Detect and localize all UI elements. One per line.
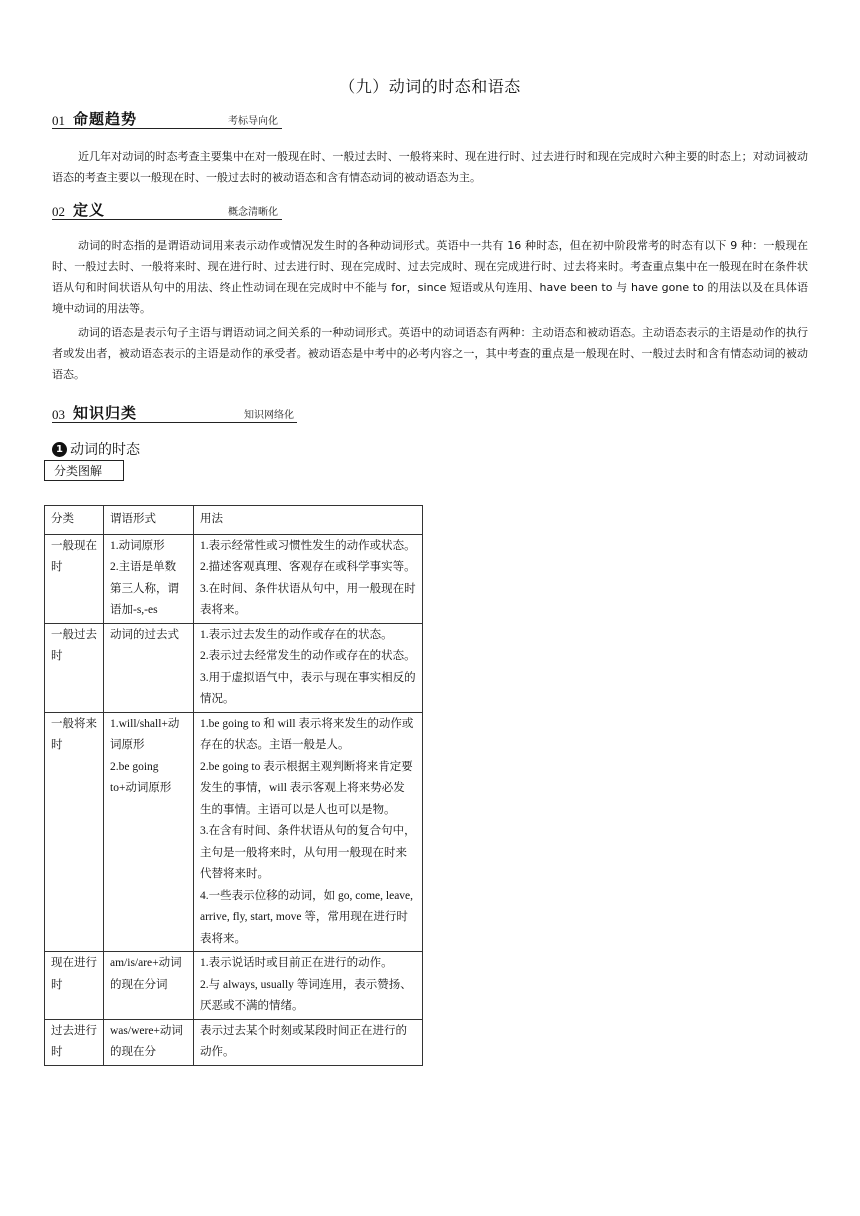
section-title: 命题趋势 — [73, 110, 138, 128]
usage-line: 表示过去某个时刻或某段时间正在进行的动作。 — [200, 1024, 407, 1058]
definition-paragraph-voice: 动词的语态是表示句子主语与谓语动词之间关系的一种动词形式。英语中的动词语态有两种：主动语态和被动语态。主动语态表示的主语是动作的执行者或发出者，被动语态表示的主语是动作的承受者。被动语态是中考中的必考内容之一，其中考查的重点是一般现在时、一般过去时和含有情态动词的被动语态。 — [52, 326, 808, 381]
section-number: 02 — [52, 204, 65, 219]
cell-category: 一般过去时 — [45, 623, 104, 712]
section-number: 01 — [52, 113, 65, 128]
usage-line: 3.用于虚拟语气中，表示与现在事实相反的情况。 — [200, 671, 416, 705]
form-line: 动词的过去式 — [110, 628, 179, 641]
table-header-row — [45, 506, 423, 535]
section-tag: 概念清晰化 — [228, 207, 278, 218]
cell-form — [104, 534, 194, 623]
definition-paragraph-tense: 动词的时态指的是谓语动词用来表示动作或情况发生时的各种动词形式。英语中一共有 16 种时态，但在初中阶段常考的时态有以下 9 种：一般现在时、一般过去时、一般将来时、现在进行时、过去进行时、现在完成时、过去完成时、现在完成进行时、过去将来时。考查重点集中在一般现在时在条件状语从句和时间状语从句中的用法、终止性动词在现在完成时中不能与 for，since 短语或从句连用、have been to 与 have gone to 的用法以及在具体语境中动词的用法等。 — [52, 239, 808, 315]
section-heading-definition — [52, 200, 292, 220]
cell-category: 过去进行时 — [45, 1019, 104, 1065]
cell-usage — [194, 712, 423, 952]
usage-line: 4.一些表示位移的动词，如 go, come, leave, arrive, fly, start, move 等，常用现在进行时表将来。 — [200, 889, 414, 945]
usage-line: 1.表示说话时或目前正在进行的动作。 — [200, 957, 393, 969]
table-row — [45, 1019, 423, 1065]
section-title: 定义 — [73, 201, 106, 219]
cell-usage — [194, 534, 423, 623]
form-line: 1.will/shall+动词原形 — [110, 717, 180, 751]
table-row — [45, 534, 423, 623]
cell-form — [104, 952, 194, 1020]
form-line: was/were+动词的现在分 — [110, 1024, 183, 1058]
page-title: （九）动词的时态和语态 — [339, 77, 521, 96]
usage-line: 1.表示经常性或习惯性发生的动作或状态。 — [200, 539, 416, 552]
tense-table — [44, 505, 423, 1066]
cell-form — [104, 712, 194, 952]
usage-line: 2.表示过去经常发生的动作或存在的状态。 — [200, 650, 416, 662]
section-tag: 知识网络化 — [244, 410, 294, 421]
form-line: am/is/are+动词的现在分词 — [110, 957, 182, 991]
table-row — [45, 623, 423, 712]
table-row — [45, 712, 423, 952]
circled-number: 1 — [52, 442, 67, 457]
usage-line: 3.在时间、条件状语从句中，用一般现在时表将来。 — [200, 582, 416, 616]
section-underline — [52, 128, 282, 129]
form-line: 1.动词原形 — [110, 539, 165, 552]
section-underline — [52, 219, 282, 220]
header-category: 分类 — [45, 506, 104, 535]
cell-form — [104, 623, 194, 712]
form-line: 2.be going to+动词原形 — [110, 760, 172, 794]
cell-usage — [194, 1019, 423, 1065]
usage-line: 2.与 always, usually 等词连用，表示赞扬、厌恶或不满的情绪。 — [200, 978, 412, 1012]
usage-line: 2.be going to 表示根据主观判断将来肯定要发生的事情，will 表示客观上将来势必发生的事情。主语可以是人也可以是物。 — [200, 760, 413, 816]
section-heading-trend — [52, 109, 292, 129]
cell-category: 一般现在时 — [45, 534, 104, 623]
header-form: 谓语形式 — [104, 506, 194, 535]
section-number: 03 — [52, 407, 65, 422]
usage-line: 1.be going to 和 will 表示将来发生的动作或存在的状态。主语一般是人。 — [200, 717, 414, 751]
section-title: 知识归类 — [73, 404, 138, 422]
trend-paragraph: 近几年对动词的时态考查主要集中在对一般现在时、一般过去时、一般将来时、现在进行时、过去进行时和现在完成时六种主要的时态上；对动词被动语态的考查主要以一般现在时、一般过去时的被动语态和含有情态动词的被动语态为主。 — [52, 150, 808, 184]
header-usage: 用法 — [194, 506, 423, 535]
table-row — [45, 952, 423, 1020]
cell-category: 一般将来时 — [45, 712, 104, 952]
section-tag: 考标导向化 — [228, 116, 278, 127]
usage-line: 2.描述客观真理、客观存在或科学事实等。 — [200, 561, 416, 573]
form-line: 2.主语是单数第三人称，谓语加-s,-es — [110, 561, 179, 616]
section-heading-knowledge — [52, 403, 302, 423]
diagram-label-box: 分类图解 — [44, 460, 124, 481]
subsection-title: 动词的时态 — [70, 442, 140, 458]
usage-line: 1.表示过去发生的动作或存在的状态。 — [200, 628, 393, 641]
cell-category: 现在进行时 — [45, 952, 104, 1020]
section-underline — [52, 422, 297, 423]
cell-usage — [194, 623, 423, 712]
subsection-heading — [52, 439, 140, 459]
usage-line: 3.在含有时间、条件状语从句的复合句中，主句是一般将来时，从句用一般现在时来代替将来时。 — [200, 825, 416, 880]
cell-form — [104, 1019, 194, 1065]
cell-usage — [194, 952, 423, 1020]
